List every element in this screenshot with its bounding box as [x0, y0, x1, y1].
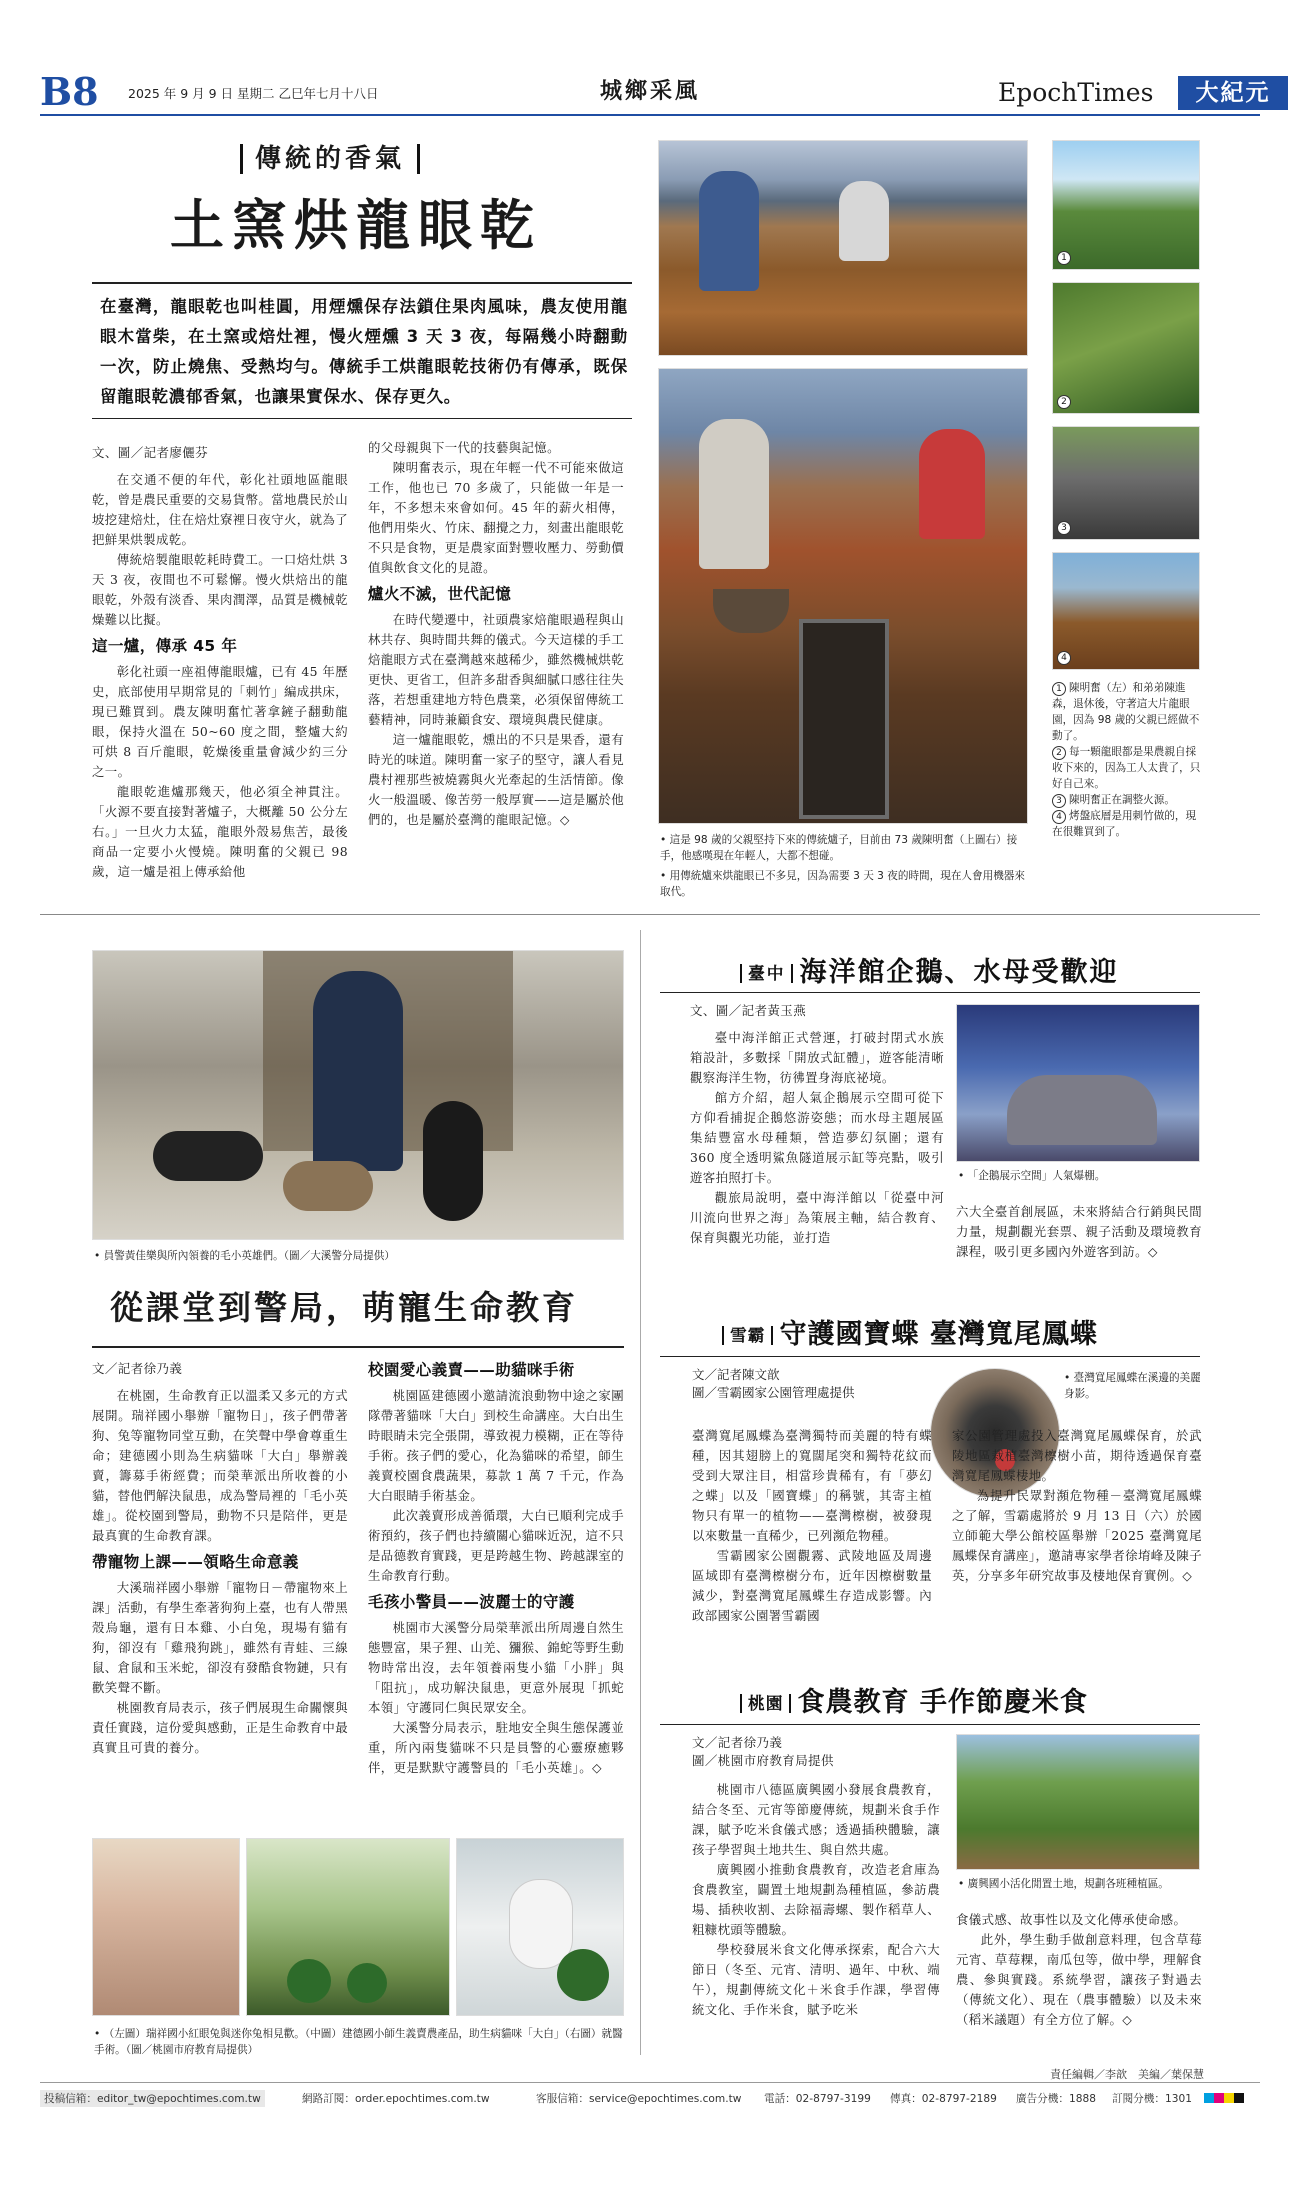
cat-figure: [283, 1161, 373, 1211]
byline: 圖／桃園市府教育局提供: [692, 1753, 834, 1768]
subhead: 帶寵物上課——領略生命意義: [92, 1553, 299, 1571]
subhead: 這一爐，傳承 45 年: [92, 637, 238, 655]
badge: 4: [1052, 810, 1066, 824]
paragraph: 這一爐龍眼乾，燻出的不只是果香，還有時光的味道。陳明奮一家子的堅守，讓人看見農村裡那些被燒霧與火光牽起的生活情節。像火一般溫暖、像苦勞一般厚實——這是屬於他們的，也是屬於臺灣的龍眼記憶。◇: [368, 732, 624, 827]
watermelon: [557, 1949, 609, 2001]
paragraph: 傳統焙製龍眼乾耗時費工。一口焙灶烘 3 天 3 夜，夜間也不可鬆懈。慢火烘焙出的龍眼乾，外殼有淡香、果肉潤澤，品質是機械乾燥難以比擬。: [92, 552, 348, 627]
paragraph: 臺中海洋館正式營運，打破封閉式水族箱設計，多數採「開放式缸體」，遊客能清晰觀察海洋生物，彷彿置身海底祕境。: [690, 1030, 944, 1085]
lede-bottom-rule: [92, 418, 632, 419]
photo-side-4: [1052, 552, 1200, 670]
rice-col1: [692, 1734, 940, 2020]
rock-figure: [1007, 1075, 1157, 1145]
badge: 4: [1057, 651, 1071, 665]
pets-title: 從課堂到警局，萌寵生命教育: [110, 1288, 578, 1327]
badge: 2: [1052, 746, 1066, 760]
photo-side-1: [1052, 140, 1200, 270]
longan-kicker: [240, 138, 420, 175]
aquarium-title-rule: [660, 992, 1200, 993]
pets-title-rule: [92, 1346, 624, 1348]
paragraph: 在桃園，生命教育正以溫柔又多元的方式展開。瑞祥國小舉辦「寵物日」，孩子們帶著狗、兔等寵物同堂互動，在笑聲中學會尊重生命；建德國小則為生病貓咪「大白」舉辦義賣，籌募手術經費；而榮華派出所收養的小貓，替他們解決鼠患，成為警局裡的「毛小英雄」。從校園到警局，動物不只是陪伴，更是最真實的生命教育課。: [92, 1388, 348, 1543]
paragraph: 大溪警分局表示，駐地安全與生態保護並重，所內兩隻貓咪不只是員警的心靈療癒夥伴，更是默默守護警員的「毛小英雄」。◇: [368, 1720, 624, 1775]
longan-side-captions: [1052, 680, 1204, 840]
paragraph: 桃園市大溪警分局榮華派出所周邊自然生態豐富，果子狸、山羌、獼猴、錦蛇等野生動物時常出沒，去年領養兩隻小貓「小胖」與「阻抗」，成功解決鼠患，更意外展現「抓蛇本領」守護同仁與民眾安全。: [368, 1620, 624, 1715]
butterfly-title-rule: [660, 1356, 1200, 1357]
aquarium-caption: • 「企鵝展示空間」人氣爆棚。: [958, 1168, 1202, 1184]
paragraph: 家公園管理處投入臺灣寬尾鳳蝶保育，於武陵地區栽植臺灣檫樹小苗，期待透過保育臺灣寬尾鳳蝶棲地。: [952, 1428, 1202, 1483]
paragraph: 食儀式感、故事性以及文化傳承使命感。: [956, 1912, 1187, 1927]
side-caption-2: [1052, 744, 1204, 792]
paragraph: 桃園教育局表示，孩子們展現生命關懷與責任實踐，這份愛與感動，正是生命教育中最真實且可貴的養分。: [92, 1700, 348, 1755]
title-text: 守護國寶蝶 臺灣寬尾鳳蝶: [779, 1319, 1098, 1350]
page-footer: [40, 2090, 1260, 2110]
watermelon: [287, 1959, 331, 2003]
photo-penguins: [956, 1004, 1200, 1162]
farmer-figure: [699, 171, 759, 291]
page-header: [40, 69, 1271, 120]
pets-col2: [368, 1360, 624, 1778]
basket: [713, 589, 789, 633]
region-tag: 臺中: [740, 964, 793, 982]
longan-col2: [368, 438, 624, 830]
longan-col1: [92, 444, 348, 882]
badge: 3: [1057, 521, 1071, 535]
column-divider: [640, 930, 641, 2055]
farmer-figure: [839, 181, 889, 261]
cat-figure: [509, 1879, 573, 1969]
region-tag: 桃園: [740, 1694, 791, 1712]
photo-number-3: [1057, 519, 1074, 535]
footer-ad: 廣告分機：1888: [1016, 2093, 1096, 2105]
photo-number-2: [1057, 393, 1074, 409]
paragraph: 桃園區建德國小邀請流浪動物中途之家團隊帶著貓咪「大白」到校生命講座。大白出生時眼睛未完全張開，導致視力模糊，正在等待手術。孩子們的愛心，化為貓咪的希望，師生義賣校園食農蔬果，募款 1 萬 7 千元，作為大白眼睛手術基金。: [368, 1388, 624, 1503]
paragraph: 陳明奮表示，現在年輕一代不可能來做這工作，他也已 70 多歲了，只能做一年是一年，不多想未來會如何。45 年的薪火相傳，他們用柴火、竹床、翻攪之力，刻畫出龍眼乾不只是食物，更是農家面對豐收壓力、勞動價值與飲食文化的見證。: [368, 460, 624, 575]
region-tag: 雪霸: [722, 1326, 773, 1344]
photo-garden: [956, 1734, 1200, 1870]
farmer-figure: [919, 429, 985, 539]
photo-number-1: [1057, 249, 1074, 265]
byline: 文／記者陳文歆: [692, 1367, 780, 1382]
paragraph: 的父母親與下一代的技藝與記憶。: [368, 440, 560, 455]
paragraph: 大溪瑞祥國小舉辦「寵物日－帶寵物來上課」活動，有學生牽著狗狗上臺，也有人帶黑殼烏龜，還有日本雞、小白兔，現場有貓有狗，卻沒有「雞飛狗跳」，雖然有青蛙、三線鼠、倉鼠和玉米蛇，卻沒有發酷食物鏈，只有歡笑聲不斷。: [92, 1580, 348, 1695]
paragraph: 雪霸國家公園觀霧、武陵地區及周邊區域即有臺灣檫樹分布，近年因檫樹數量減少，對臺灣寬尾鳳蝶生存造成影響。內政部國家公園署雪霸國: [692, 1548, 932, 1623]
aquarium-byline: 文、圖／記者黃玉燕: [690, 1003, 807, 1018]
side-caption-1: [1052, 680, 1204, 744]
badge: 3: [1052, 794, 1066, 808]
photo-white-cat: [456, 1838, 624, 2016]
caption-text: 烤盤底層是用刺竹做的，現在很難買到了。: [1052, 810, 1197, 838]
rice-title: [740, 1680, 1088, 1719]
longan-main-captions: [660, 832, 1030, 900]
subhead: 爐火不滅，世代記憶: [368, 585, 512, 603]
cat-figure: [153, 1131, 263, 1181]
butterfly-caption: • 臺灣寬尾鳳蝶在溪邊的美麗身影。: [1064, 1370, 1204, 1402]
editor-credits: 責任編輯／李歆 美編／葉保慧: [1050, 2068, 1204, 2081]
subhead: 毛孩小警員——波麗士的守護: [368, 1593, 575, 1611]
issue-date: 2025 年 9 月 9 日 星期二 乙巳年七月十八日: [128, 86, 379, 101]
section-divider: [40, 914, 1260, 915]
aquarium-title: [740, 950, 1118, 989]
photo-number-4: [1057, 649, 1074, 665]
paragraph: 龍眼乾進爐那幾天，他必須全神貫注。「火源不要直接對著爐子，大概離 50 公分左右。」一旦火力太猛，龍眼外殼易焦苦，最後商品一定要小火慢燒。陳明奮的父親已 98 歲，這一爐是祖上傳承給他: [92, 784, 348, 879]
caption-text: 陳明奮正在調整火源。: [1069, 794, 1175, 806]
title-text: 海洋館企鵝、水母受歡迎: [799, 957, 1119, 988]
photo-police-cats: [92, 950, 624, 1240]
badge: 2: [1057, 395, 1071, 409]
footer-order: 訂閱分機：1301: [1112, 2093, 1192, 2105]
paragraph: 此次義賣形成善循環，大白已順利完成手術預約，孩子們也持續關心貓咪近況，這不只是品德教育實踐，更是跨越生物、跨越課室的生命教育行動。: [368, 1508, 624, 1583]
oven-pit: [799, 619, 889, 819]
footer-subscribe[interactable]: 網路訂閱：order.epochtimes.com.tw: [302, 2093, 490, 2105]
caption-text: 陳明奮（左）和弟弟陳進森，退休後，守著這大片龍眼園，因為 98 歲的父親已經做不動了。: [1052, 682, 1200, 742]
badge: 1: [1057, 251, 1071, 265]
section-name: 城鄉采風: [600, 78, 701, 104]
aquarium-col2: [956, 1202, 1202, 1262]
paragraph: 廣興國小推動食農教育，改造老倉庫為食農教室，闢置土地規劃為種植區，參訪農場、插秧收割、去除福壽螺、製作稻草人、粗糠枕頭等體驗。: [692, 1862, 940, 1937]
paragraph: 彰化社頭一座祖傳龍眼爐，已有 45 年歷史，底部使用早期常見的「刺竹」編成拱床，現已難買到。農友陳明奮忙著拿鏟子翻動龍眼，保持火溫在 50~60 度之間，整爐大約可烘 8 百斤龍眼，乾燥後重量會減少約三分之一。: [92, 664, 348, 779]
photo-longan-drying: [658, 140, 1028, 356]
footer-phone: 電話：02-8797-3199: [764, 2093, 871, 2105]
longan-title: 土窯烘龍眼乾: [170, 193, 542, 257]
rice-title-rule: [660, 1724, 1200, 1725]
pets-byline: 文／記者徐乃義: [92, 1361, 183, 1376]
footer-submit[interactable]: 投稿信箱：editor_tw@epochtimes.com.tw: [40, 2090, 265, 2107]
caption-text: 每一顆龍眼都是果農親自採收下來的，因為工人太貴了，只好自己來。: [1052, 746, 1201, 790]
byline: 文／記者徐乃義: [692, 1735, 783, 1750]
longan-lede: 在臺灣，龍眼乾也叫桂圓，用煙燻保存法鎖住果肉風味，農友使用龍眼木當柴，在土窯或焙灶裡，慢火煙燻 3 天 3 夜，每隔幾小時翻動一次，防止燒焦、受熱均勻。傳統手工烘龍眼乾技術仍有傳承，既保留龍眼乾濃郁香氣，也讓果實保水、保存更久。: [100, 297, 628, 406]
officer-figure: [313, 971, 403, 1171]
pets-caption-bottom: • （左圖）瑞祥國小紅眼兔與迷你兔相見歡。（中圖）建德國小師生義賣農產品，助生病貓咪「大白」（右圖）就醫手術。（圖／桃園市府教育局提供）: [94, 2026, 624, 2058]
header-rule: [40, 114, 1260, 116]
lede-top-rule: [92, 282, 632, 284]
photo-longan-oven: [658, 368, 1028, 824]
rice-caption: • 廣興國小活化閒置土地，規劃各班種植區。: [958, 1876, 1202, 1892]
butterfly-col2: [952, 1426, 1202, 1586]
side-caption-4: [1052, 808, 1204, 840]
rice-col2: [956, 1910, 1202, 2030]
photo-side-2: [1052, 282, 1200, 414]
color-bar: [1204, 2093, 1244, 2103]
paragraph: 為提升民眾對瀕危物種－臺灣寬尾鳳蝶之了解，雪霸處將於 9 月 13 日（六）於國立師範大學公館校區舉辦「2025 臺灣寬尾鳳蝶保育講座」，邀請專家學者徐堉峰及陳子英，分享多年研究故事及棲地保育實例。◇: [952, 1488, 1202, 1583]
paragraph: 六大全臺首創展區，未來將結合行銷與民間力量，規劃觀光套票、親子活動及環境教育課程，吸引更多國內外遊客到訪。◇: [956, 1204, 1202, 1259]
paragraph: 學校發展米食文化傳承探索，配合六大節日（冬至、元宵、清明、過年、中秋、端午），規劃傳統文化＋米食手作課，學習傳統文化、手作米食，賦予吃米: [692, 1942, 940, 2017]
aquarium-col1: [690, 1002, 944, 1248]
butterfly-col1: [692, 1426, 932, 1626]
paragraph: 在交通不便的年代，彰化社頭地區龍眼乾，曾是農民重要的交易貨幣。當地農民於山坡挖建焙灶，住在焙灶寮裡日夜守火，就為了把鮮果烘製成乾。: [92, 472, 348, 547]
photo-caption: • 用傳統爐來烘龍眼已不多見，因為需要 3 天 3 夜的時間，現在人會用機器來取代。: [660, 868, 1030, 900]
byline: 圖／雪霸國家公園管理處提供: [692, 1385, 855, 1400]
paragraph: 在時代變遷中，社頭農家焙龍眼過程與山林共存、與時間共舞的儀式。今天這樣的手工焙龍眼方式在臺灣越來越稀少，雖然機械烘乾更快、更省工，但許多甜香與細膩口感往往失落，若想重建地方特色農業，必須保留傳統工藝精神，同時兼顧食安、環境與農民健康。: [368, 612, 624, 727]
photo-caption: • 這是 98 歲的父親堅持下來的傳統爐子，目前由 73 歲陳明奮（上圖右）接手，他感嘆現在年輕人，大都不想碰。: [660, 832, 1030, 864]
longan-byline: 文、圖／記者廖儷芬: [92, 445, 209, 460]
paragraph: 觀旅局說明，臺中海洋館以「從臺中河川流向世界之海」為策展主軸，結合教育、保育與觀光功能，並打造: [690, 1190, 944, 1245]
farmer-figure: [699, 419, 769, 569]
side-caption-3: [1052, 792, 1204, 808]
subhead: 校園愛心義賣——助貓咪手術: [368, 1361, 575, 1379]
pets-caption-top: • 員警黃佳樂與所內領養的毛小英雄們。（圖／大溪警分局提供）: [94, 1248, 624, 1264]
footer-fax: 傳真：02-8797-2189: [890, 2093, 997, 2105]
footer-service[interactable]: 客服信箱：service@epochtimes.com.tw: [536, 2093, 742, 2105]
masthead-logo: 大紀元: [1178, 76, 1288, 110]
photo-charity-sale: [246, 1838, 450, 2016]
footer-rule: [40, 2082, 1260, 2083]
kicker-text: 傳統的香氣: [240, 144, 420, 174]
photo-rabbits: [92, 1838, 240, 2016]
paragraph: 桃園市八德區廣興國小發展食農教育，結合冬至、元宵等節慶傳統，規劃米食手作課，賦予吃米食儀式感；透過插秧體驗，讓孩子學習與土地共生、與自然共處。: [692, 1782, 940, 1857]
photo-side-3: [1052, 426, 1200, 540]
page-number: B8: [40, 69, 99, 114]
paragraph: 臺灣寬尾鳳蝶為臺灣獨特而美麗的特有蝶種，因其翅膀上的寬闊尾突和獨特花紋而受到大眾注目，相當珍貴稀有，有「夢幻之蝶」以及「國寶蝶」的稱號，其寄主植物只有單一的植物——臺灣檫樹，被發現以來數量一直稀少，已列瀕危物種。: [692, 1428, 932, 1543]
paragraph: 館方介紹，超人氣企鵝展示空間可從下方仰看捕捉企鵝悠游姿態；而水母主題展區集結豐富水母種類，營造夢幻氛圍；還有 360 度全透明鯊魚隧道展示缸等亮點，吸引遊客拍照打卡。: [690, 1090, 944, 1185]
masthead-en: EpochTimes: [998, 78, 1154, 107]
cat-figure: [423, 1101, 483, 1221]
title-text: 食農教育 手作節慶米食: [797, 1687, 1088, 1718]
butterfly-title: [722, 1312, 1098, 1351]
pets-col1: [92, 1360, 348, 1758]
watermelon: [347, 1963, 387, 2003]
butterfly-bylines: [692, 1366, 942, 1402]
badge: 1: [1052, 682, 1066, 696]
paragraph: 此外，學生動手做創意料理，包含草莓元宵、草莓粿，南瓜包等，做中學，理解食農、參與實踐。系統學習，讓孩子對過去（傳統文化）、現在（農事體驗）以及未來（稻米議題）有全方位了解。◇: [956, 1932, 1202, 2027]
